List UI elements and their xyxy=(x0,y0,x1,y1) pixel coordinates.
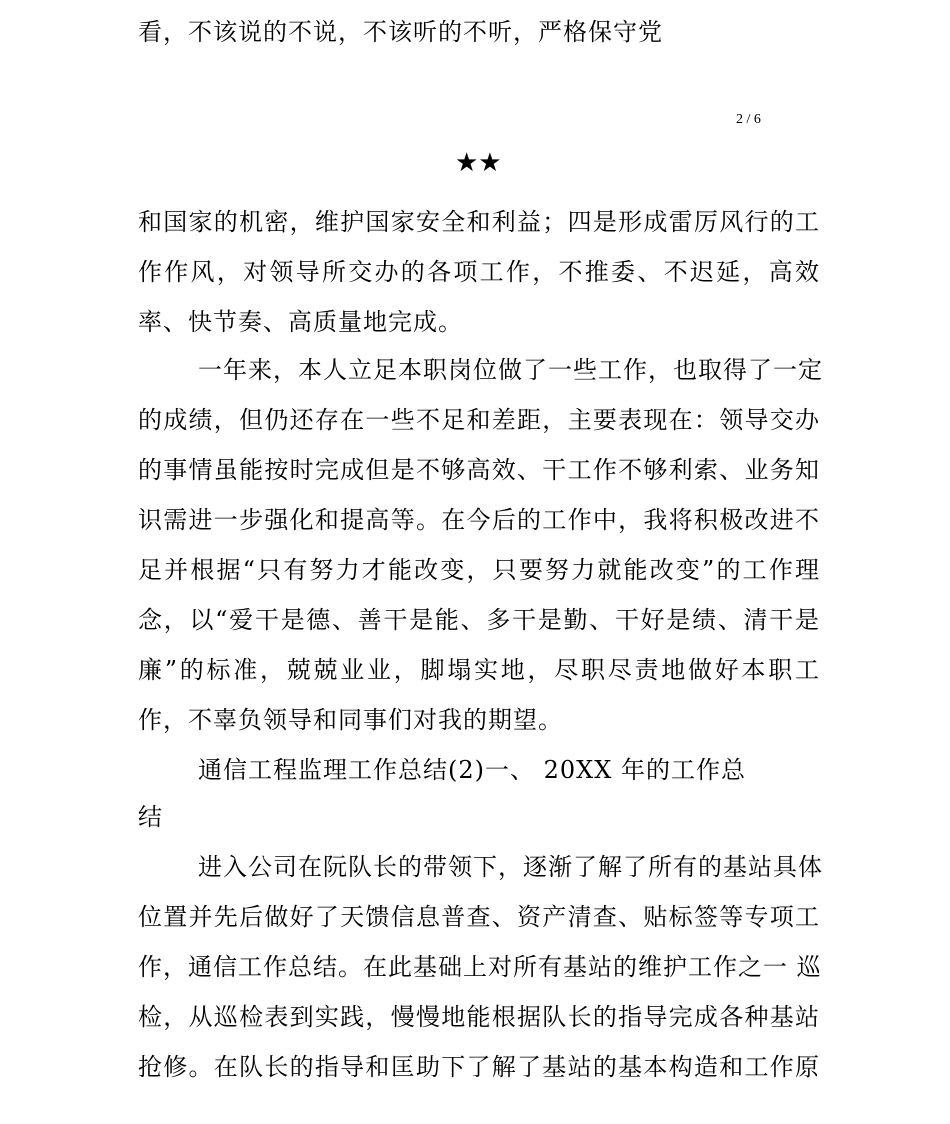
paragraph-line: 念，以“爱干是德、善干是能、多干是勤、干好是绩、清干是 xyxy=(138,606,820,634)
paragraph-line: 廉”的标准，兢兢业业，脚塌实地，尽职尽责地做好本职工 xyxy=(138,656,820,684)
section-heading: 通信工程监理工作总结(2)一、 20XX 年的工作总 xyxy=(198,756,746,784)
paragraph-line: 识需进一步强化和提高等。在今后的工作中，我将积极改进不 xyxy=(138,506,820,534)
paragraph-line: 一年来，本人立足本职岗位做了一些工作，也取得了一定 xyxy=(198,356,823,384)
paragraph-line: 的事情虽能按时完成但是不够高效、干工作不够利索、业务知 xyxy=(138,456,820,484)
paragraph-line: 进入公司在阮队长的带领下，逐渐了解了所有的基站具体 xyxy=(198,853,823,881)
paragraph-line: 作，通信工作总结。在此基础上对所有基站的维护工作之一 巡 xyxy=(138,953,822,981)
paragraph-line: 检，从巡检表到实践，慢慢地能根据队长的指导完成各种基站 xyxy=(138,1003,820,1031)
page-number: 2 / 6 xyxy=(736,112,761,127)
section-heading-continuation: 结 xyxy=(138,803,163,831)
paragraph-line: 作，不辜负领导和同事们对我的期望。 xyxy=(138,706,563,734)
star-rating-icon: ★★ xyxy=(455,148,502,178)
paragraph-line: 位置并先后做好了天馈信息普查、资产清查、贴标签等专项工 xyxy=(138,903,820,931)
paragraph-line: 抢修。在队长的指导和匡助下了解了基站的基本构造和工作原 xyxy=(138,1053,820,1081)
paragraph-line: 的成绩，但仍还存在一些不足和差距，主要表现在：领导交办 xyxy=(138,406,820,434)
top-text-fragment: 看，不该说的不说，不该听的不听，严格保守党 xyxy=(138,18,663,46)
paragraph-line: 作作风，对领导所交办的各项工作，不推委、不迟延，高效 xyxy=(138,258,820,286)
paragraph-line: 和国家的机密，维护国家安全和利益；四是形成雷厉风行的工 xyxy=(138,208,820,236)
paragraph-line: 足并根据“只有努力才能改变，只要努力就能改变”的工作理 xyxy=(138,556,820,584)
paragraph-line: 率、快节奏、高质量地完成。 xyxy=(138,308,463,336)
